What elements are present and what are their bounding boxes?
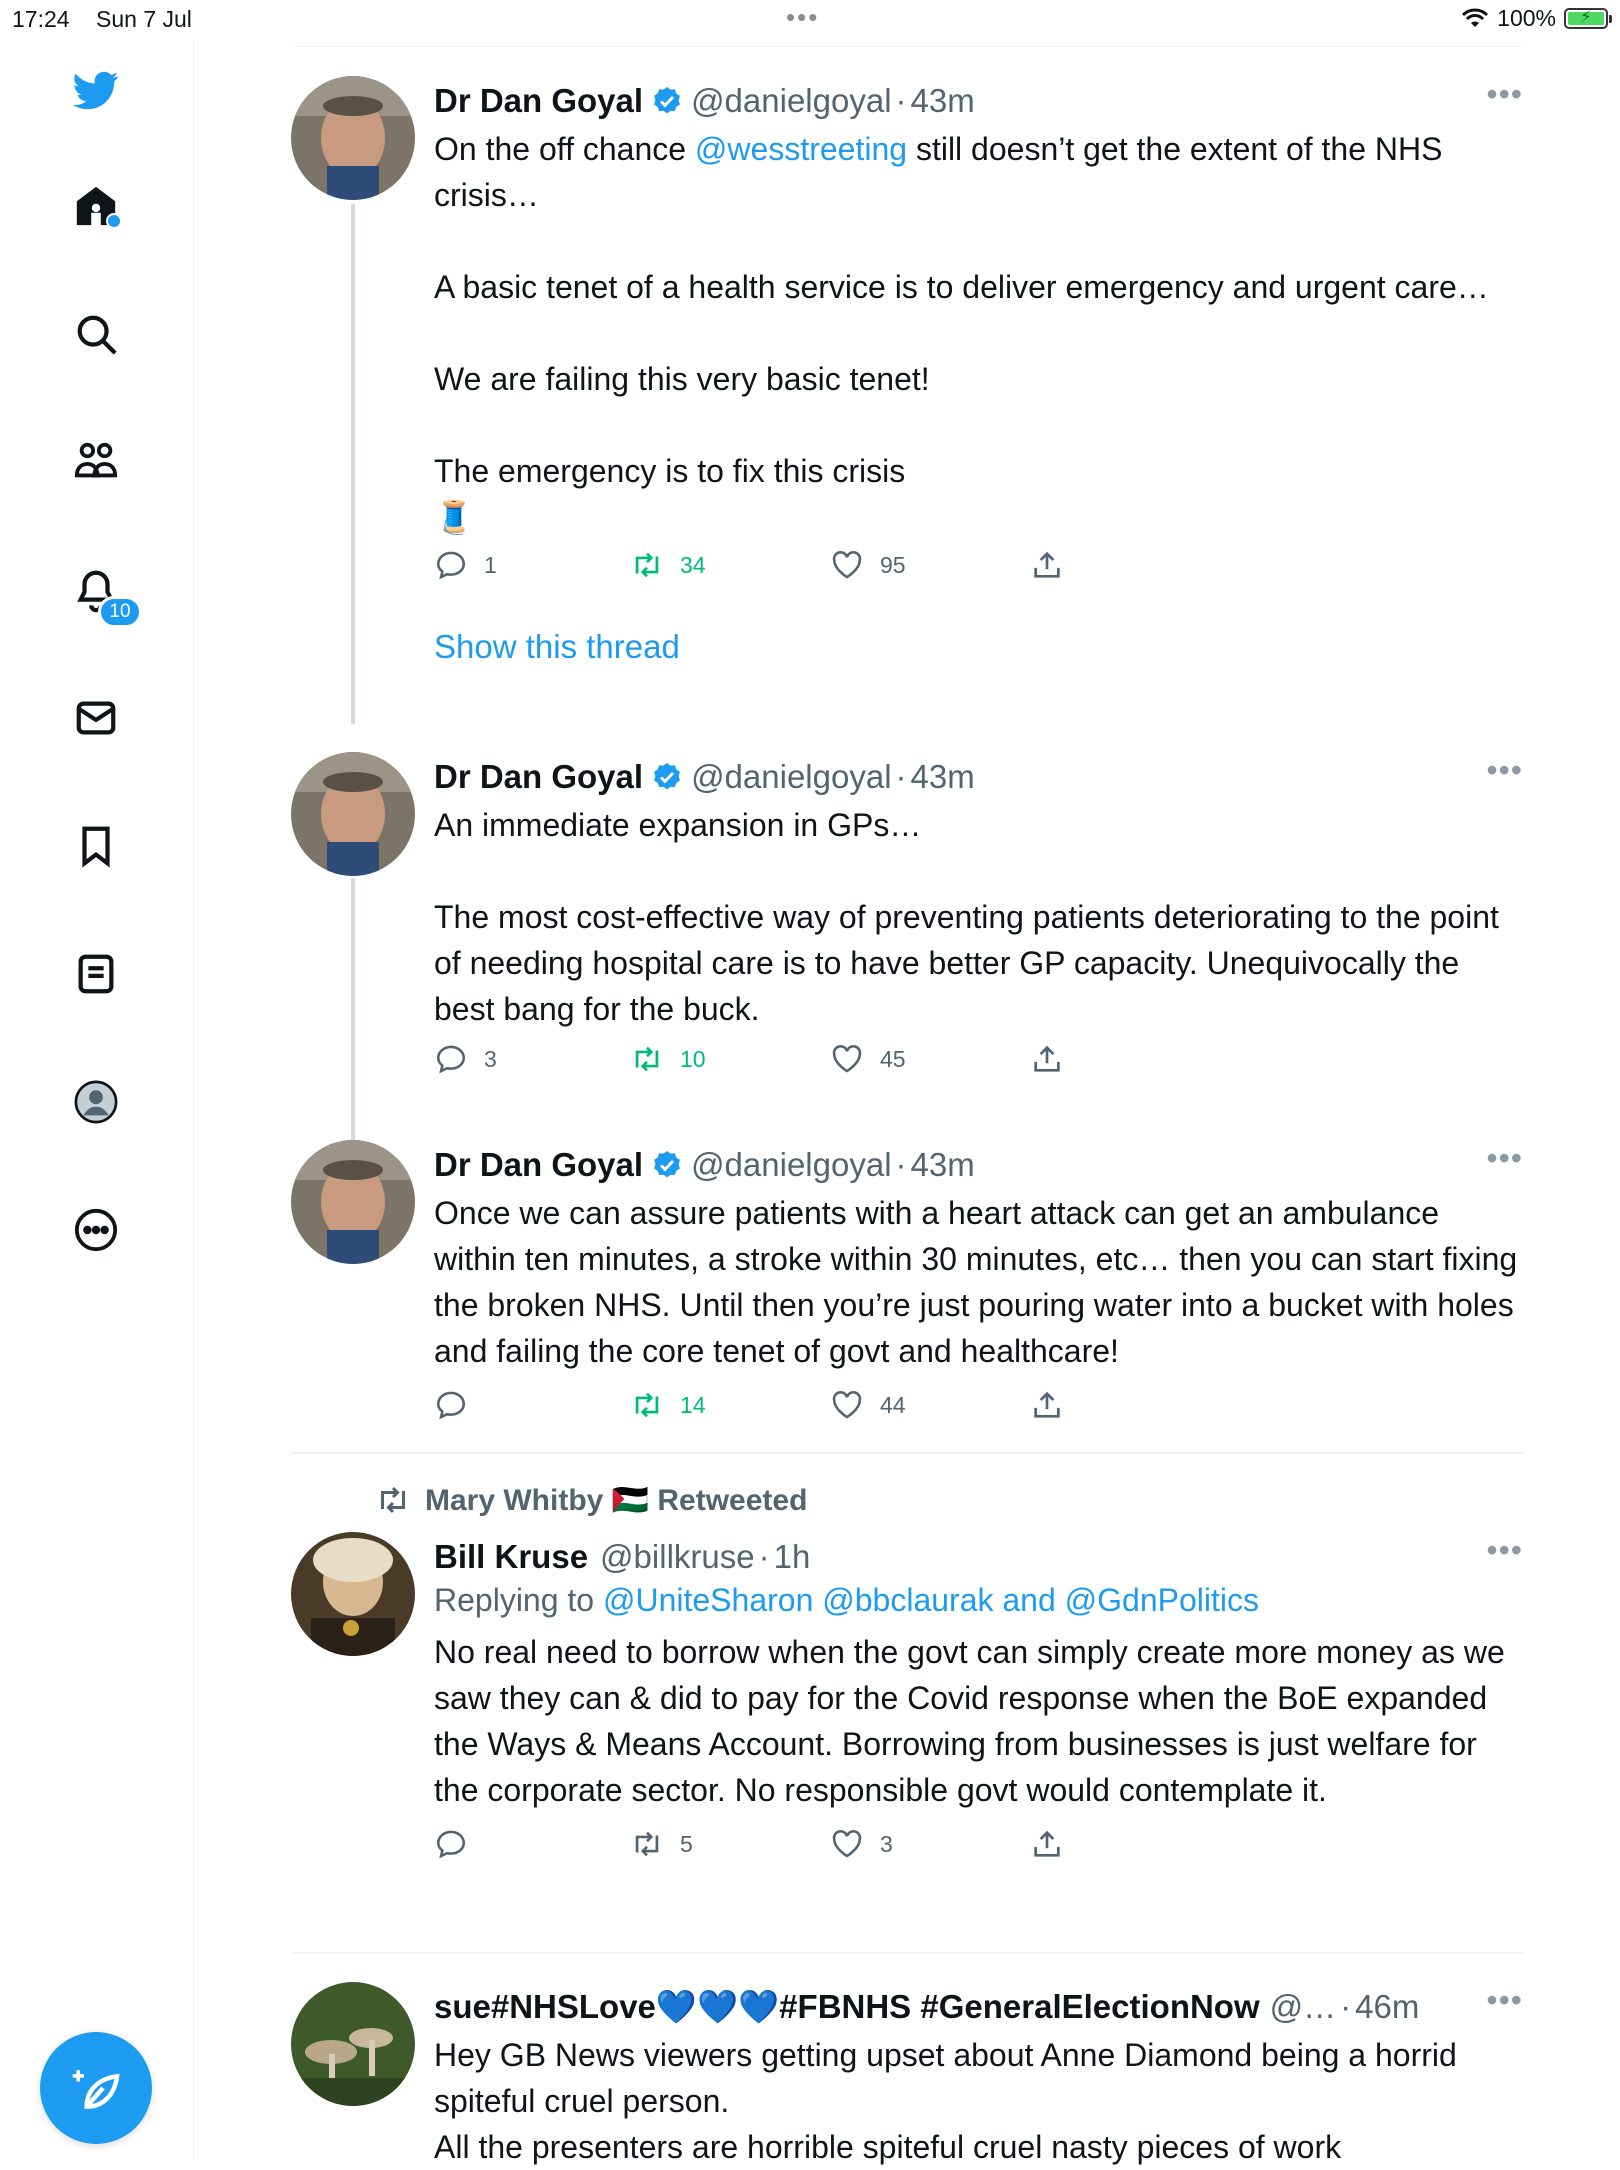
tweet-text: Hey GB News viewers getting upset about Anne Diamond being a horrid spiteful cruel person. All the presenters are horrible spiteful cruel nasty pieces of work xyxy=(434,2037,1457,2165)
compose-tweet-button[interactable] xyxy=(40,2032,152,2144)
retweet-button[interactable] xyxy=(630,1042,706,1076)
more-options-icon[interactable]: ••• xyxy=(1486,76,1523,112)
battery-percent: 100% xyxy=(1497,5,1556,31)
heart-icon xyxy=(830,1388,864,1422)
share-icon xyxy=(1030,548,1064,582)
retweeted-by-label: Mary Whitby 🇵🇸 Retweeted xyxy=(425,1483,808,1517)
retweet-count: 34 xyxy=(680,551,706,578)
display-name[interactable]: Dr Dan Goyal xyxy=(434,1146,644,1183)
like-count: 45 xyxy=(880,1045,906,1072)
display-name[interactable]: Bill Kruse xyxy=(434,1538,589,1575)
share-icon xyxy=(1030,1388,1064,1422)
reply-icon xyxy=(434,1827,468,1861)
replying-to: Replying to @UniteSharon @bbclaurak and @GdnPolitics xyxy=(434,1582,1259,1618)
share-button[interactable] xyxy=(1030,1827,1064,1861)
multitasking-dots-icon[interactable]: ••• xyxy=(786,2,820,32)
tweet-actions xyxy=(434,548,1523,608)
tweet-actions xyxy=(434,1042,1523,1102)
reply-count: 1 xyxy=(484,551,497,578)
display-name[interactable]: sue#NHSLove💙💙💙#FBNHS #GeneralElectionNow xyxy=(434,1987,1260,2025)
retweet-icon xyxy=(630,1827,664,1861)
tweet-text: No real need to borrow when the govt can simply create more money as we saw they can & did to pay for the Covid response when the BoE expanded the Ways & Means Account. Borrowing from businesses is just welfare for the corporate sector. No responsible govt would contemplate it. xyxy=(434,1634,1514,1808)
tweet-header: sue#NHSLove💙💙💙#FBNHS #GeneralElectionNow @… · 46m xyxy=(434,1987,1420,2025)
home-unread-dot xyxy=(106,213,122,229)
handle[interactable]: @… xyxy=(1269,1988,1337,2025)
verified-badge-icon xyxy=(651,85,683,117)
display-name[interactable]: Dr Dan Goyal xyxy=(434,82,644,119)
show-thread-link[interactable]: Show this thread xyxy=(434,628,680,665)
tweet-header: Dr Dan Goyal @danielgoyal · 43m xyxy=(434,82,975,119)
tweet-divider xyxy=(291,1452,1523,1454)
share-button[interactable] xyxy=(1030,548,1064,582)
tweet-text: An immediate expansion in GPs… The most cost-effective way of preventing patients deteriorating to the point of needing hospital care is to have better GP capacity. Unequivocally the best bang for the buck. xyxy=(434,807,1499,1027)
reply-icon xyxy=(434,548,468,582)
status-date: Sun 7 Jul xyxy=(96,6,192,32)
handle[interactable]: @billkruse xyxy=(600,1538,755,1575)
status-bar xyxy=(0,0,1620,40)
more-options-icon[interactable]: ••• xyxy=(1486,1140,1523,1176)
retweet-icon xyxy=(630,1042,664,1076)
tweet-actions xyxy=(434,1388,1523,1448)
avatar[interactable] xyxy=(291,1532,415,1656)
timestamp[interactable]: 43m xyxy=(910,82,975,119)
tweet-actions xyxy=(434,1827,1523,1887)
retweet-count: 5 xyxy=(680,1830,693,1857)
reply-count: 3 xyxy=(484,1045,497,1072)
search-icon[interactable] xyxy=(70,308,122,360)
handle[interactable]: @danielgoyal xyxy=(691,758,892,795)
retweet-icon xyxy=(630,1388,664,1422)
reply-button[interactable] xyxy=(434,548,497,582)
retweet-icon xyxy=(630,548,664,582)
tweet-text: Once we can assure patients with a heart attack can get an ambulance within ten minutes, a stroke within 30 minutes, etc… then you can start fixing the broken NHS. Until then you’re just pouring water into a bucket with holes and failing the core tenet of govt and healthcare! xyxy=(434,1195,1527,1369)
twitter-logo-icon[interactable] xyxy=(70,64,122,116)
more-options-icon[interactable]: ••• xyxy=(1486,1532,1523,1568)
heart-icon xyxy=(830,1827,864,1861)
wifi-icon xyxy=(1461,8,1489,30)
status-time: 17:24 xyxy=(12,6,70,32)
like-button[interactable] xyxy=(830,1042,906,1076)
retweet-button[interactable] xyxy=(630,1388,706,1422)
timestamp[interactable]: 43m xyxy=(910,758,975,795)
more-options-icon[interactable]: ••• xyxy=(1486,752,1523,788)
avatar[interactable] xyxy=(291,1140,415,1264)
like-count: 95 xyxy=(880,551,906,578)
reply-button[interactable] xyxy=(434,1388,484,1422)
like-button[interactable] xyxy=(830,1388,906,1422)
like-count: 44 xyxy=(880,1391,906,1418)
retweet-button[interactable] xyxy=(630,1827,693,1861)
thread-connector xyxy=(351,878,355,1178)
tweet-header: Bill Kruse @billkruse · 1h xyxy=(434,1538,811,1575)
compose-feather-icon xyxy=(68,2060,124,2116)
sidebar xyxy=(0,40,194,2160)
reply-button[interactable] xyxy=(434,1042,497,1076)
share-button[interactable] xyxy=(1030,1388,1064,1422)
tweet-header: Dr Dan Goyal @danielgoyal · 43m xyxy=(434,1146,975,1183)
retweeted-by[interactable] xyxy=(375,1482,807,1518)
avatar[interactable] xyxy=(291,752,415,876)
reply-icon xyxy=(434,1042,468,1076)
retweet-button[interactable] xyxy=(630,548,706,582)
battery-icon: ⚡ xyxy=(1564,8,1608,29)
like-count: 3 xyxy=(880,1830,893,1857)
handle[interactable]: @danielgoyal xyxy=(691,1146,892,1183)
thread-connector xyxy=(351,204,355,724)
tweet-divider xyxy=(291,1952,1523,1954)
timestamp[interactable]: 43m xyxy=(910,1146,975,1183)
heart-icon xyxy=(830,548,864,582)
mention-link[interactable]: @wesstreeting xyxy=(694,131,908,167)
avatar[interactable] xyxy=(291,76,415,200)
like-button[interactable] xyxy=(830,548,906,582)
tweet-text: On the off chance @wesstreeting still doesn’t get the extent of the NHS crisis… A basic tenet of a health service is to deliver emergency and urgent care… We are failing this very basic tenet! The emergency is to fix this crisis 🧵 xyxy=(434,131,1489,535)
retweet-count: 14 xyxy=(680,1391,706,1418)
avatar[interactable] xyxy=(291,1982,415,2106)
timestamp[interactable]: 1h xyxy=(773,1538,811,1575)
tweet-header: Dr Dan Goyal @danielgoyal · 43m xyxy=(434,758,975,795)
more-icon[interactable] xyxy=(70,1204,122,1256)
display-name[interactable]: Dr Dan Goyal xyxy=(434,758,644,795)
reply-button[interactable] xyxy=(434,1827,484,1861)
retweet-icon xyxy=(375,1482,411,1518)
handle[interactable]: @danielgoyal xyxy=(691,82,892,119)
more-options-icon[interactable]: ••• xyxy=(1486,1982,1523,2018)
share-icon xyxy=(1030,1042,1064,1076)
share-icon xyxy=(1030,1827,1064,1861)
bookmarks-icon[interactable] xyxy=(70,820,122,872)
retweet-count: 10 xyxy=(680,1045,706,1072)
communities-icon[interactable] xyxy=(70,436,122,488)
profile-icon[interactable] xyxy=(70,1076,122,1128)
mention-link[interactable]: @UniteSharon @bbclaurak and @GdnPolitics xyxy=(602,1582,1259,1618)
notification-badge: 10 xyxy=(98,596,142,628)
timestamp[interactable]: 46m xyxy=(1355,1988,1420,2025)
lists-icon[interactable] xyxy=(70,948,122,1000)
heart-icon xyxy=(830,1042,864,1076)
messages-icon[interactable] xyxy=(70,692,122,744)
share-button[interactable] xyxy=(1030,1042,1064,1076)
verified-badge-icon xyxy=(651,761,683,793)
timeline-top-border xyxy=(291,46,1523,47)
verified-badge-icon xyxy=(651,1149,683,1181)
reply-icon xyxy=(434,1388,468,1422)
status-right xyxy=(1461,5,1608,32)
like-button[interactable] xyxy=(830,1827,893,1861)
